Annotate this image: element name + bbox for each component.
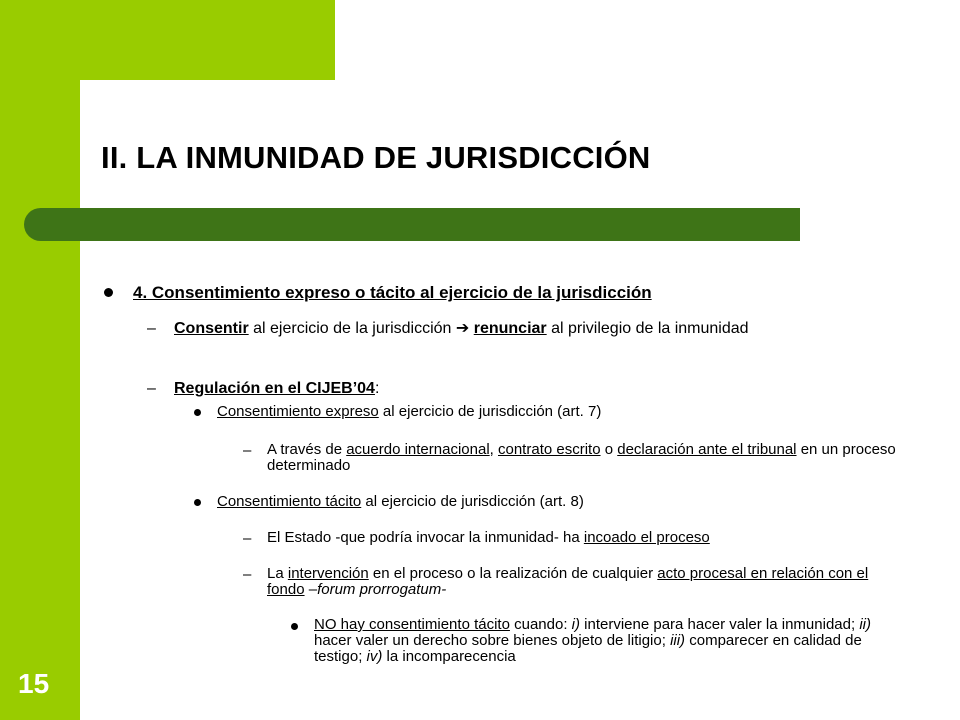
- no-hay-text: NO hay consentimiento tácito: [314, 616, 510, 633]
- expreso-item: [217, 404, 601, 420]
- text-fragment: hacer valer un derecho sobre bienes objeto de litigio;: [314, 631, 671, 649]
- text-fragment: cuando:: [509, 616, 572, 633]
- text-fragment: en un proceso determinado: [267, 441, 896, 474]
- text-fragment: –: [304, 580, 318, 598]
- roman-numeral: iii): [670, 631, 686, 649]
- bullet-icon: [291, 623, 298, 630]
- intervencion-text: intervención: [287, 565, 369, 582]
- roman-numeral: i): [571, 616, 580, 633]
- forum-prorrogatum-text: forum prorrogatum-: [317, 580, 447, 598]
- tacito-item: [217, 494, 584, 510]
- dash-marker: –: [243, 566, 252, 583]
- slide-number: 15: [18, 668, 50, 699]
- tacito-link: Consentimiento tácito: [217, 493, 362, 510]
- arrow-icon: ➔: [455, 320, 470, 337]
- dash-marker: –: [243, 530, 252, 547]
- contrato-text: contrato escrito: [498, 441, 601, 458]
- acuerdo-text: acuerdo internacional: [346, 441, 490, 458]
- bullet-icon: [104, 288, 113, 297]
- text-fragment: comparecer en calidad de testigo;: [314, 631, 862, 665]
- expreso-rest: al ejercicio de jurisdicción (art. 7): [378, 403, 602, 420]
- text-fragment: El Estado -que podría invocar la inmunidad- ha: [267, 529, 584, 546]
- dash-marker: –: [147, 320, 156, 337]
- roman-numeral: ii): [859, 616, 871, 633]
- dash-marker: –: [147, 380, 156, 397]
- text-fragment: la incomparecencia: [382, 647, 516, 665]
- consentir-text: Consentir: [174, 320, 249, 337]
- renunciar-text: renunciar: [473, 320, 547, 337]
- text-fragment: o: [600, 441, 618, 458]
- regulacion-colon: :: [374, 380, 380, 397]
- section-heading: [133, 284, 652, 302]
- text-fragment: A través de: [267, 441, 347, 458]
- text-fragment: interviene para hacer valer la inmunidad;: [579, 616, 860, 633]
- section-heading-text: 4. Consentimiento expreso o tácito al ejercicio de la jurisdicción: [133, 283, 652, 302]
- expreso-link: Consentimiento expreso: [217, 403, 379, 420]
- tacito-sub-item-1: [267, 530, 710, 546]
- regulacion-item: [174, 381, 379, 398]
- text-fragment: La: [267, 565, 288, 582]
- incoado-text: incoado el proceso: [583, 529, 710, 546]
- consentir-text-b: al privilegio de la inmunidad: [546, 320, 749, 337]
- expreso-sub-item: [267, 442, 932, 474]
- declaracion-text: declaración ante el tribunal: [617, 441, 797, 458]
- bullet-icon: [194, 409, 201, 416]
- acto-procesal-text: acto procesal en relación con el fondo: [267, 565, 869, 598]
- bullet-icon: [194, 499, 201, 506]
- dash-marker: –: [243, 442, 252, 459]
- tacito-sub-item-2: [267, 566, 897, 598]
- no-hay-item: [314, 617, 904, 665]
- text-fragment: en el proceso o la realización de cualquier: [368, 565, 658, 582]
- text-fragment: ,: [489, 441, 498, 458]
- slide-title: II. LA INMUNIDAD DE JURISDICCIÓN: [101, 140, 651, 175]
- roman-numeral: iv): [366, 647, 383, 665]
- consentir-text-a: al ejercicio de la jurisdicción: [248, 320, 456, 337]
- tacito-rest: al ejercicio de jurisdicción (art. 8): [361, 493, 584, 510]
- consentir-item: [174, 321, 814, 338]
- regulacion-text: Regulación en el CIJEB’04: [174, 380, 375, 397]
